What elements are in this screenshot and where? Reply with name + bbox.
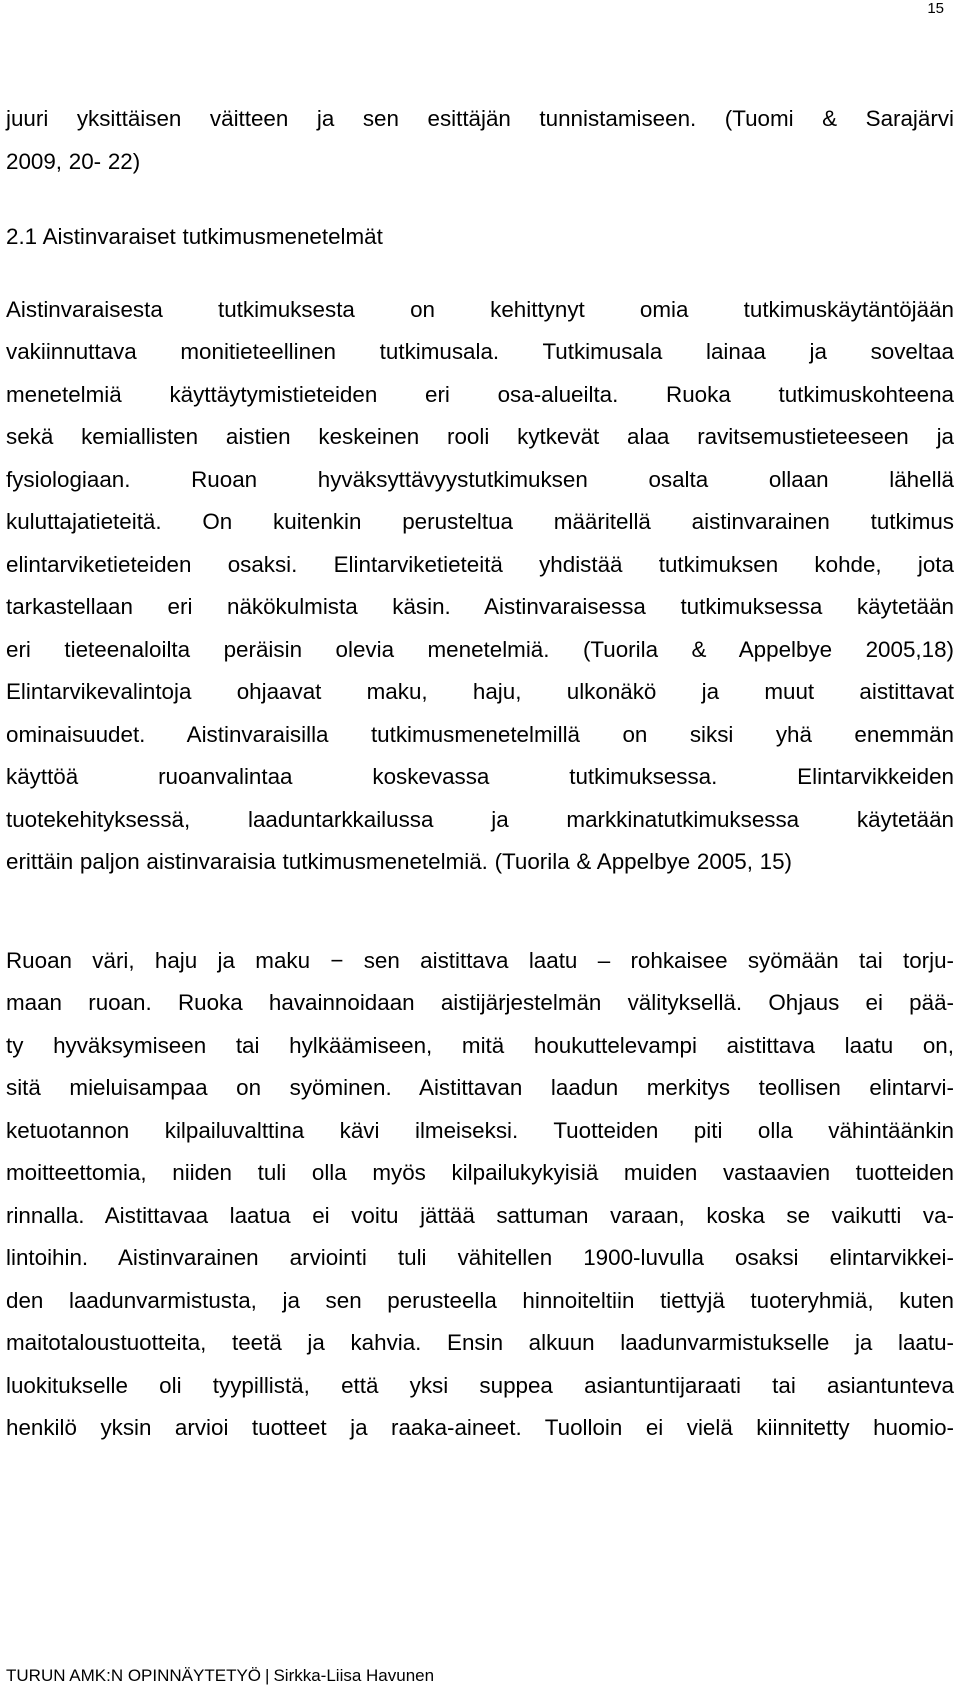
text-line: tuotekehityksessä, laaduntarkkailussa ja markkinatutkimuksessa käytetään <box>6 806 954 832</box>
section-heading: 2.1 Aistinvaraiset tutkimusmenetelmät <box>6 224 383 249</box>
text-line: henkilö yksin arvioi tuotteet ja raaka-aineet. Tuolloin ei vielä kiinnitetty huomio- <box>6 1415 954 1440</box>
page-number: 15 <box>927 0 944 17</box>
text-line: sekä kemiallisten aistien keskeinen rooli kytkevät alaa ravitsemustieteeseen ja <box>6 424 954 449</box>
footer-separator: | <box>265 1666 270 1685</box>
text-line: maan ruoan. Ruoka havainnoidaan aistijärjestelmän välityksellä. Ohjaus ei pää- <box>6 990 954 1015</box>
text-line: lintoihin. Aistinvarainen arviointi tuli vähitellen 1900-luvulla osaksi elintarvikkei- <box>6 1245 954 1270</box>
intro-paragraph <box>6 98 954 183</box>
document-body <box>6 98 954 1450</box>
text-line: Ruoan väri, haju ja maku − sen aistittava laatu – rohkaisee syömään tai torju- <box>6 947 954 973</box>
text-line: eri tieteenaloilta peräisin olevia menetelmiä. (Tuorila & Appelbye 2005,18) <box>6 636 954 662</box>
text-line: Elintarvikevalintoja ohjaavat maku, haju, ulkonäkö ja muut aistittavat <box>6 679 954 704</box>
text-line: kuluttajatieteitä. On kuitenkin perusteltua määritellä aistinvarainen tutkimus <box>6 509 954 534</box>
text-line: menetelmiä käyttäytymistieteiden eri osa-alueilta. Ruoka tutkimuskohteena <box>6 381 954 407</box>
text-line: sitä mieluisampaa on syöminen. Aistittavan laadun merkitys teollisen elintarvi- <box>6 1075 954 1100</box>
text-line: tarkastellaan eri näkökulmista käsin. Aistinvaraisessa tutkimuksessa käytetään <box>6 594 954 619</box>
text-line: käyttöä ruoanvalintaa koskevassa tutkimuksessa. Elintarvikkeiden <box>6 764 954 789</box>
text-line: rinnalla. Aistittavaa laatua ei voitu jättää sattuman varaan, koska se vaikutti va- <box>6 1202 954 1228</box>
page-footer <box>6 1666 434 1686</box>
footer-author: Sirkka-Liisa Havunen <box>273 1666 435 1685</box>
text-line: erittäin paljon aistinvaraisia tutkimusmenetelmiä. (Tuorila & Appelbye 2005, 15) <box>6 849 792 874</box>
text-line: maitotaloustuotteita, teetä ja kahvia. Ensin alkuun laadunvarmistukselle ja laatu- <box>6 1330 954 1355</box>
text-line: den laadunvarmistusta, ja sen perusteella hinnoiteltiin tiettyjä tuoteryhmiä, kuten <box>6 1287 954 1313</box>
text-line: ominaisuudet. Aistinvaraisilla tutkimusmenetelmillä on siksi yhä enemmän <box>6 721 954 747</box>
text-line: luokitukselle oli tyypillistä, että yksi suppea asiantuntijaraati tai asiantunteva <box>6 1372 954 1398</box>
paragraph-2 <box>6 940 954 1450</box>
text-line: juuri yksittäisen väitteen ja sen esittäjän tunnistamiseen. (Tuomi & Sarajärvi <box>6 106 954 131</box>
text-line: elintarviketieteiden osaksi. Elintarviketieteitä yhdistää tutkimuksen kohde, jota <box>6 551 954 577</box>
text-line: ty hyväksymiseen tai hylkäämiseen, mitä houkuttelevampi aistittava laatu on, <box>6 1032 954 1058</box>
footer-institution: TURUN AMK:N OPINNÄYTETYÖ <box>6 1666 262 1685</box>
text-line: 2009, 20- 22) <box>6 148 141 174</box>
text-line: ketuotannon kilpailuvalttina kävi ilmeiseksi. Tuotteiden piti olla vähintäänkin <box>6 1117 954 1143</box>
text-line: Aistinvaraisesta tutkimuksesta on kehittynyt omia tutkimuskäytäntöjään <box>6 296 954 322</box>
text-line: moitteettomia, niiden tuli olla myös kilpailukykyisiä muiden vastaavien tuotteiden <box>6 1160 954 1185</box>
text-line: fysiologiaan. Ruoan hyväksyttävyystutkimuksen osalta ollaan lähellä <box>6 466 954 492</box>
text-line: vakiinnuttava monitieteellinen tutkimusala. Tutkimusala lainaa ja soveltaa <box>6 339 954 364</box>
paragraph-1 <box>6 289 954 884</box>
